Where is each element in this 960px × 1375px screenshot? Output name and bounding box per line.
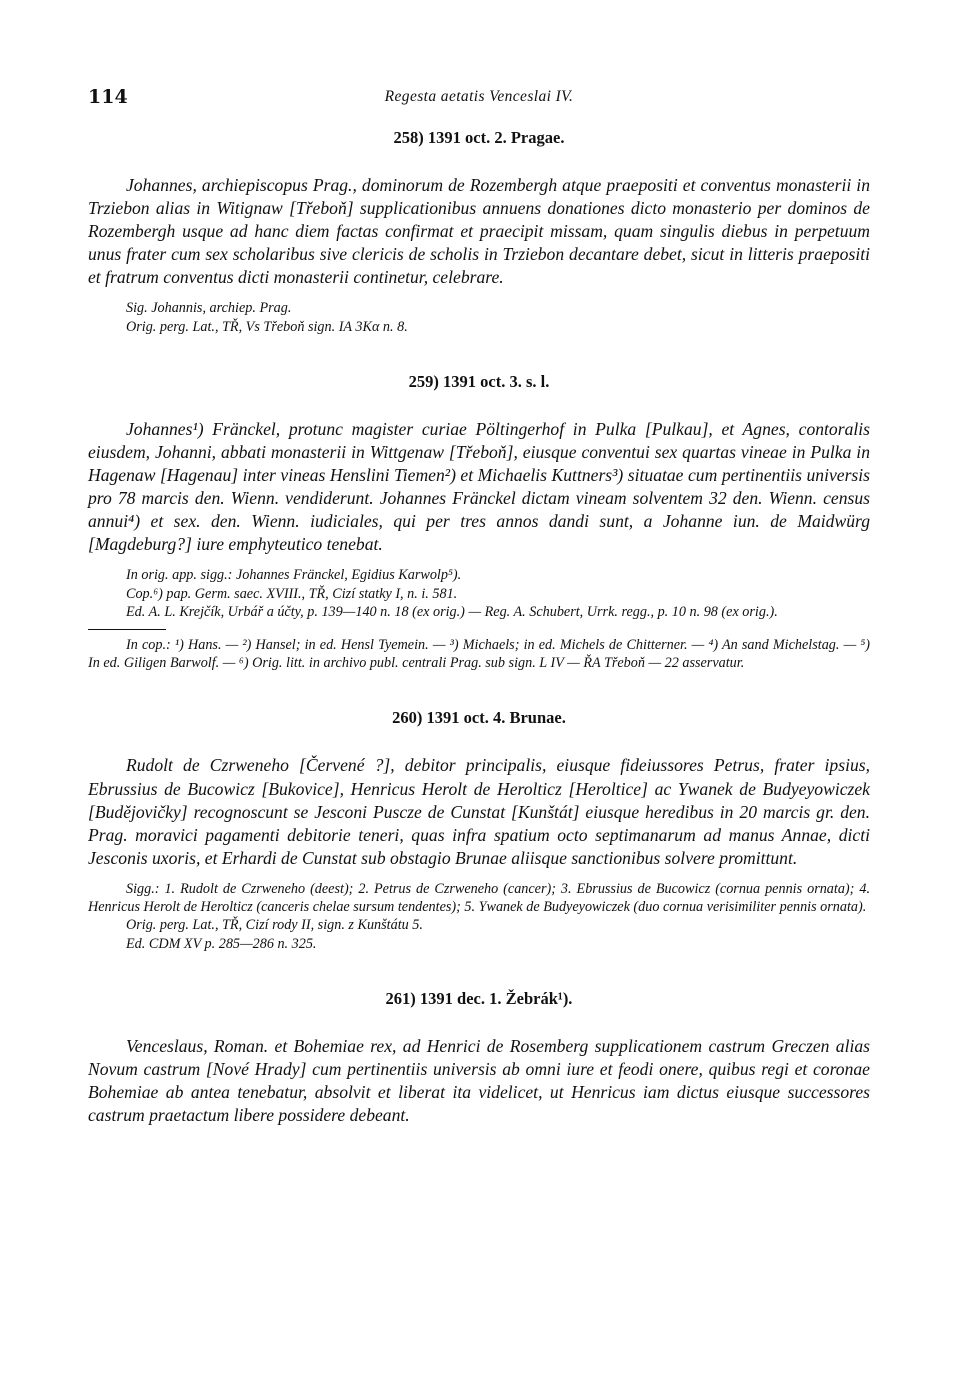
entry-note: Orig. perg. Lat., TŘ, Cizí rody II, sign. z Kunštátu 5. [126, 917, 423, 934]
entry-note: Orig. perg. Lat., TŘ, Vs Třeboň sign. IA 3Kα n. 8. [126, 318, 408, 335]
regest-entry-258 [88, 128, 870, 336]
entry-note: In orig. app. sigg.: Johannes Fränckel, Egidius Karwolp⁵). [126, 567, 462, 584]
entry-note: Ed. CDM XV p. 285—286 n. 325. [126, 935, 317, 952]
entry-text: Rudolt de Czrweneho [Červené ?], debitor principalis, eiusque fideiussores Petrus, frater ipsius, Ebrussius de Bucowicz [Bukovice], Henricus Herolt de Herolticz [Heroltice] ac Ywanek de Budyeyowiczek [Budějovičky] recognoscunt se Jesconi Puscze de Cunstat [Kunštát] eiusque heredibus in 20 marcis gr. den. Prag. moravici pagamenti debitorie teneri, quas infra spatium octo septimanarum ad manus Annae, dicti Jesconis uxoris, et Erhardi de Cunstat sub obstagio Brunae aliisque sanctionibus solvere promittunt. [88, 755, 870, 868]
regest-entry-259 [88, 372, 870, 673]
entry-note: Ed. A. L. Krejčík, Urbář a účty, p. 139—140 n. 18 (ex orig.) — Reg. A. Schubert, Urrk. regg., p. 10 n. 98 (ex orig.). [126, 603, 778, 620]
regest-entry-261 [88, 989, 870, 1127]
entry-text: Johannes, archiepiscopus Prag., dominorum de Rozembergh atque praepositi et conventus monasterii in Trziebon alias in Witignaw [Třeboň] supplicationibus annuens donationes dicto monasterio per dominos de Rozembergh usque ad hanc diem factas confirmat et praecipit missam, quam singulis diebus in perpetuum unus frater cum sex scholaribus sive clericis de scholis in Trziebon decantare debet, sicut in litteris praepositi et fratrum conventus dicti monasterii continetur, celebrare. [88, 175, 870, 288]
entry-title: 260) 1391 oct. 4. Brunae. [392, 708, 566, 728]
entry-title: 261) 1391 dec. 1. Žebrák¹). [385, 988, 573, 1008]
footnote-rule [88, 629, 166, 630]
running-title: Regesta aetatis Venceslai IV. [384, 88, 574, 105]
entry-note: Sig. Johannis, archiep. Prag. [126, 300, 292, 317]
entry-note: Sigg.: 1. Rudolt de Czrweneho (deest); 2. Petrus de Czrweneho (cancer); 3. Ebrussius de Bucowicz (cornua pennis ornata); 4. Henricus Herolt de Herolticz (canceris chelae sursum tendentes); 5. Ywanek de Budyeyowiczek (duo cornua verisimiliter pennis ornata). [88, 880, 870, 916]
page-content [88, 128, 870, 1127]
page-number: 114 [88, 86, 128, 108]
regest-entry-260 [88, 708, 870, 952]
entry-title: 259) 1391 oct. 3. s. l. [408, 371, 550, 391]
textual-variants: In cop.: ¹) Hans. — ²) Hansel; in ed. Hensl Tyemein. — ³) Michaels; in ed. Michels de Chitterner. — ⁴) An sand Michelstag. — ⁵) In ed. Giligen Barwolf. — ⁶) Orig. litt. in archivo publ. centrali Prag. sub sign. L IV — ŘA Třeboň — 22 asservatur. [88, 637, 870, 672]
entry-title: 258) 1391 oct. 2. Pragae. [393, 128, 565, 147]
entry-text: Johannes¹) Fränckel, protunc magister curiae Pöltingerhof in Pulka [Pulkau], et Agnes, contoralis eiusdem, Johanni, abbati monasterii in Wittgenaw [Třeboň], eiusque conventui sex quartas vineae in Pulka in Hagenaw [Hagenau] inter vineas Henslini Tiemen²) et Michaelis Kuttners³) situatae cum pertinentiis universis pro 78 marcis den. Wienn. vendiderunt. Johannes Fränckel dictam vineam solventem 32 den. Wienn. census annui⁴) et sex. den. Wienn. iudiciales, qui per tres annos dandi sunt, a Johanne iun. de Maidwürg [Magdeburg?] iure emphyteutico tenebat. [88, 418, 870, 555]
page-header [88, 86, 870, 116]
entry-text: Venceslaus, Roman. et Bohemiae rex, ad Henrici de Rosemberg supplicationem castrum Greczen alias Novum castrum [Nové Hrady] cum pertinentiis universis ab omni iure et feodi onere, quibus regi et coronae Bohemiae ab antea tenebatur, absolvit et liberat ita videlicet, ut Henricus iam dictus eiusque successores castrum praetactum libere possidere debeant. [88, 1035, 870, 1126]
entry-note: Cop.⁶) pap. Germ. saec. XVIII., TŘ, Cizí statky I, n. i. 581. [126, 585, 458, 602]
